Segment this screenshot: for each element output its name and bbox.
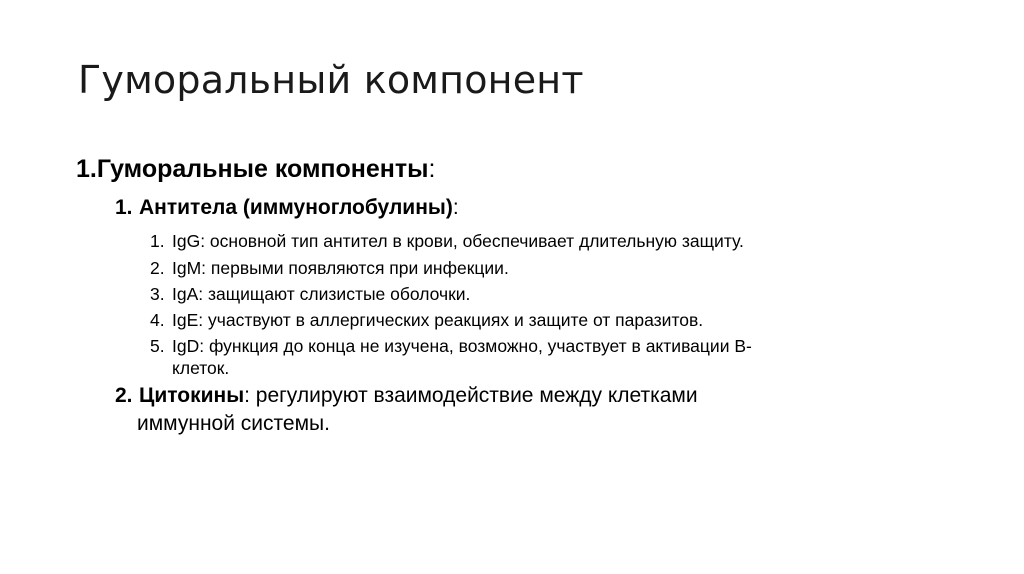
sublist-item-number: 5. [150,336,165,356]
sublist-item-number: 1. [150,231,165,251]
list-item-label: Антитела (иммуноглобулины) [139,196,453,219]
section-colon: : [428,155,436,183]
sublist-item-text: IgG: основной тип антител в крови, обеспечивает длительную защиту. [172,231,744,251]
sublist-item-text: IgA: защищают слизистые оболочки. [172,284,471,304]
sublist-item-igg [150,231,744,252]
sublist-item-igd-continuation: клеток. [172,358,230,378]
sublist-item-igd [150,336,752,357]
section-heading-text: Гуморальные компоненты [96,155,429,183]
sublist-item-number: 3. [150,284,165,304]
list-item-number: 1. [115,196,133,219]
list-item-text: : регулируют взаимодействие между клетками [244,384,698,407]
list-item-cytokines [115,384,698,408]
sublist-item-number: 2. [150,258,165,278]
list-item-antibodies [115,196,459,220]
sublist-item-text: IgE: участвуют в аллергических реакциях и защите от паразитов. [172,310,704,330]
sublist-item-text: IgD: функция до конца не изучена, возможно, участвует в активации В- [172,336,752,356]
sublist-item-number: 4. [150,310,165,330]
sublist-item-iga [150,284,470,305]
list-item-number: 2. [115,384,133,407]
sublist-item-igm [150,258,509,279]
sublist-item-text: IgM: первыми появляются при инфекции. [172,258,509,278]
list-item-colon: : [452,196,459,219]
list-item-label: Цитокины [139,384,245,407]
section-number: 1. [76,155,97,183]
section-heading [76,155,435,184]
sublist-item-ige [150,310,703,331]
list-item-cytokines-continuation: иммунной системы. [137,412,330,435]
slide-title: Гуморальный компонент [78,58,584,102]
